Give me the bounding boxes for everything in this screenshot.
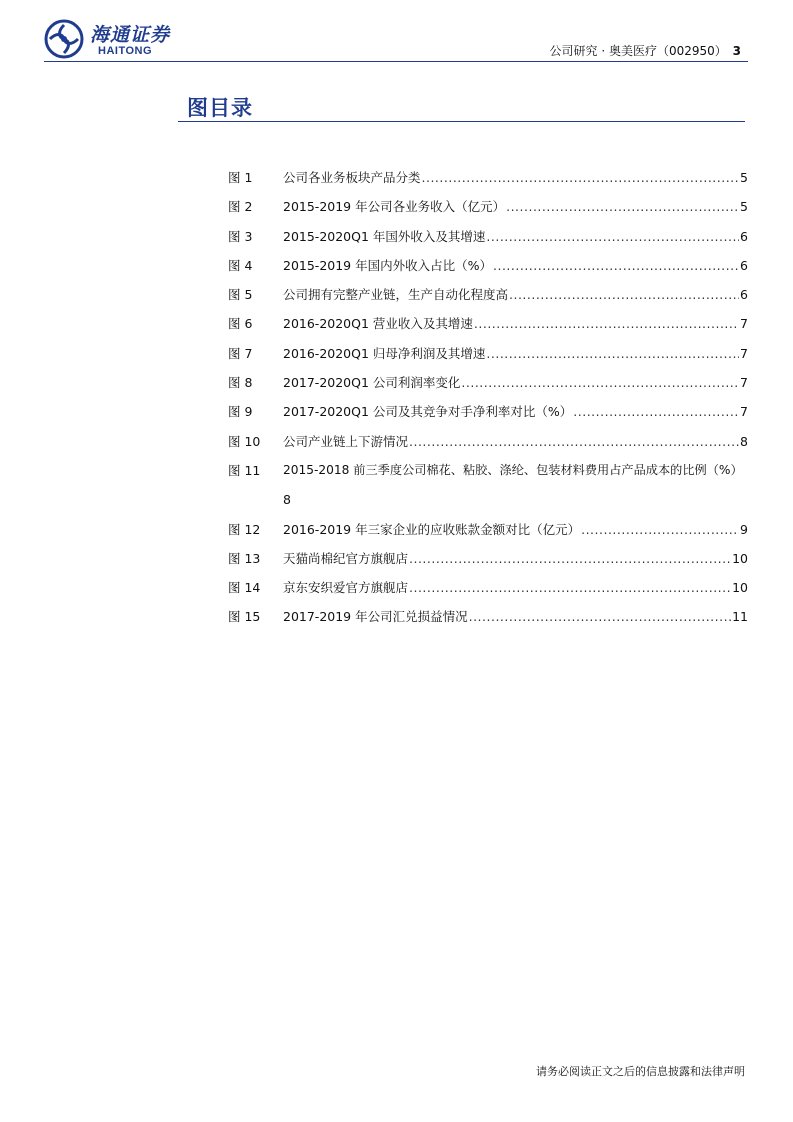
toc-figure-number: 图 10 (228, 433, 261, 449)
toc-caption: 2015-2019 年公司各业务收入（亿元） (283, 199, 506, 215)
toc-caption: 京东安织爱官方旗舰店 (283, 580, 409, 596)
toc-page: 11 (732, 609, 748, 625)
toc-caption: 2016-2019 年三家企业的应收账款金额对比（亿元） (283, 521, 581, 537)
toc-figure-number: 图 11 (228, 462, 261, 478)
haitong-logo-icon (44, 19, 84, 59)
toc-item[interactable] (228, 280, 748, 309)
toc-item[interactable] (228, 222, 748, 251)
toc-caption: 2015-2018 前三季度公司棉花、粘胶、涤纶、包装材料费用占产品成本的比例（%） (283, 462, 743, 477)
toc-caption: 2015-2019 年国内外收入占比（%） (283, 257, 492, 273)
toc-leader (573, 397, 739, 426)
toc-figure-number: 图 8 (228, 375, 253, 391)
header-divider (44, 61, 748, 62)
toc-leader (409, 544, 731, 573)
toc-page: 7 (740, 404, 748, 420)
toc-leader (486, 222, 739, 251)
title-divider (178, 121, 745, 122)
toc-figure-number: 图 3 (228, 228, 253, 244)
toc-leader (581, 515, 739, 544)
toc-figure-number: 图 15 (228, 609, 261, 625)
toc-caption: 2016-2020Q1 归母净利润及其增速 (283, 345, 486, 361)
toc-leader (461, 368, 739, 397)
toc-item[interactable] (228, 397, 748, 426)
toc-leader (509, 280, 739, 309)
toc-page: 7 (740, 375, 748, 391)
toc-page: 8 (740, 433, 748, 449)
section-title: 图目录 (187, 95, 253, 120)
toc-leader (474, 309, 739, 338)
toc-item[interactable] (228, 309, 748, 338)
figure-table-of-contents (228, 163, 748, 632)
toc-leader (422, 163, 739, 192)
toc-page: 6 (740, 287, 748, 303)
toc-caption: 2017-2020Q1 公司利润率变化 (283, 375, 461, 391)
toc-caption: 2017-2020Q1 公司及其竞争对手净利率对比（%） (283, 404, 573, 420)
toc-figure-number: 图 7 (228, 345, 253, 361)
toc-caption: 公司产业链上下游情况 (283, 433, 409, 449)
logo-english-name: HAITONG (98, 45, 153, 57)
toc-page: 5 (740, 170, 748, 185)
report-title: 公司研究 · 奥美医疗（002950） (549, 44, 727, 58)
toc-item[interactable] (228, 544, 748, 573)
toc-caption: 2015-2020Q1 年国外收入及其增速 (283, 228, 486, 244)
toc-figure-number: 图 13 (228, 550, 261, 566)
toc-figure-number: 图 6 (228, 316, 253, 332)
toc-figure-number: 图 4 (228, 257, 253, 273)
toc-item[interactable] (228, 339, 748, 368)
toc-item[interactable] (228, 163, 748, 192)
toc-leader (486, 339, 739, 368)
toc-caption: 公司各业务板块产品分类 (283, 170, 421, 185)
logo-chinese-name: 海通证券 (90, 24, 171, 46)
toc-page: 6 (740, 228, 748, 244)
toc-leader (469, 602, 731, 631)
page-number: 3 (732, 44, 741, 58)
toc-leader (506, 192, 739, 221)
toc-figure-number: 图 9 (228, 404, 253, 420)
toc-figure-number: 图 1 (228, 170, 253, 185)
disclaimer-footer: 请务必阅读正文之后的信息披露和法律声明 (536, 1065, 745, 1078)
toc-page: 5 (740, 199, 748, 215)
toc-item[interactable] (228, 573, 748, 602)
toc-item[interactable] (228, 368, 748, 397)
haitong-logo (44, 18, 184, 62)
report-header-info (550, 42, 741, 59)
toc-caption: 2017-2019 年公司汇兑损益情况 (283, 609, 468, 625)
toc-item[interactable] (228, 192, 748, 221)
toc-figure-number: 图 12 (228, 521, 261, 537)
toc-figure-number: 图 14 (228, 580, 261, 596)
toc-page: 6 (740, 257, 748, 273)
toc-item[interactable] (228, 515, 748, 544)
toc-item[interactable] (228, 602, 748, 631)
toc-caption: 2016-2020Q1 营业收入及其增速 (283, 316, 473, 332)
toc-page: 7 (740, 316, 748, 332)
toc-page: 10 (732, 580, 748, 596)
toc-leader (493, 251, 739, 280)
toc-caption: 天猫尚棉纪官方旗舰店 (283, 550, 409, 566)
toc-leader (409, 573, 731, 602)
toc-page: 9 (740, 521, 748, 537)
toc-page: 8 (283, 492, 291, 508)
toc-page: 10 (732, 550, 748, 566)
toc-item[interactable] (228, 251, 748, 280)
toc-item[interactable] (228, 427, 748, 456)
toc-leader (409, 427, 739, 456)
toc-caption: 公司拥有完整产业链，生产自动化程度高 (283, 287, 509, 303)
toc-figure-number: 图 5 (228, 287, 253, 303)
toc-page: 7 (740, 345, 748, 361)
toc-figure-number: 图 2 (228, 199, 253, 215)
toc-item[interactable] (228, 456, 748, 515)
